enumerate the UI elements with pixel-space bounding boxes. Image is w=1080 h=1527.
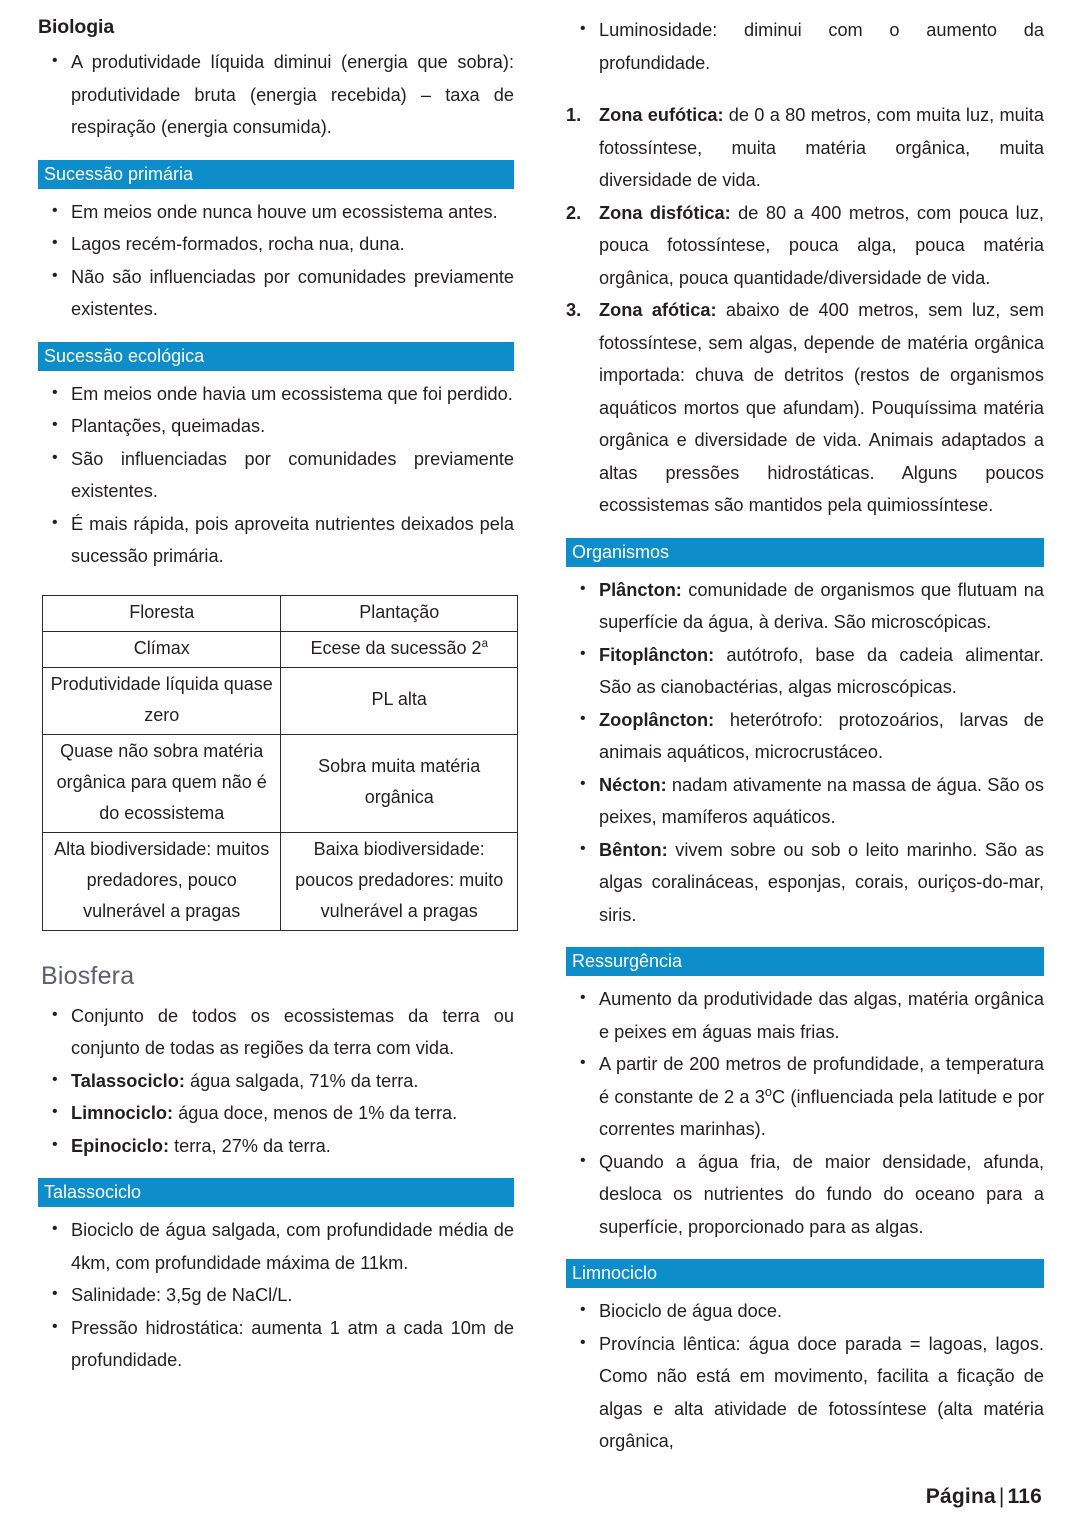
section-header-limnociclo: Limnociclo	[566, 1259, 1044, 1288]
list-item	[38, 1130, 514, 1163]
table-header-cell: Plantação	[281, 595, 518, 631]
list-item: • Não são influenciadas por comunidades previamente existentes.	[38, 261, 514, 326]
list-item-label: Epinociclo:	[71, 1135, 170, 1156]
list-item-text: A partir de 200 metros de profundidade, a temperatura é constante de 2 a 3$^o$C (influenciada pela latitude e por correntes marinhas).	[599, 1054, 1045, 1139]
table-cell: Quase não sobra matéria orgânica para quem não é do ecossistema	[43, 734, 281, 832]
intro-bullet: • A produtividade líquida diminui (energia que sobra): produtividade bruta (energia recebida) – taxa de respiração (energia consumida).	[38, 46, 514, 144]
table-row	[43, 832, 518, 930]
numbered-list-item	[566, 99, 1044, 197]
list-item: • Biociclo de água doce.	[566, 1295, 1044, 1328]
list-item	[566, 834, 1044, 932]
right-column	[566, 14, 1044, 1458]
list-item-label: Zona disfótica:	[599, 202, 731, 223]
list-item-text: abaixo de 400 metros, sem luz, sem fotossíntese, sem algas, depende de matéria orgânica importada: chuva de detritos (restos de organismos aquáticos mortos que afundam). Pouquíssima matéria orgânica e diversidade de vida. Animais adaptados a altas pressões hidrostáticas. Alguns poucos ecossistemas são mantidos pela quimiossíntese.	[599, 300, 1044, 515]
list-item	[566, 769, 1044, 834]
list-item-label: Limnociclo:	[71, 1103, 174, 1124]
list-item	[566, 639, 1044, 704]
page-footer-number: 116	[1007, 1485, 1042, 1508]
comparison-table	[42, 595, 518, 931]
numbered-list-item	[566, 294, 1044, 522]
section-header-talassociclo: Talassociclo	[38, 1178, 514, 1207]
table-cell: Alta biodiversidade: muitos predadores, pouco vulnerável a pragas	[43, 832, 281, 930]
list-item-text: autótrofo, base da cadeia alimentar. São as cianobactérias, algas microscópicas.	[599, 644, 1044, 697]
list-item: • Quando a água fria, de maior densidade, afunda, desloca os nutrientes do fundo do oceano para a superfície, proporcionado para as algas.	[566, 1146, 1044, 1244]
list-item	[566, 704, 1044, 769]
two-column-layout	[38, 14, 1045, 1458]
spacer	[566, 79, 1044, 99]
table-header-row	[43, 595, 518, 631]
table-row	[43, 667, 518, 734]
list-item-label: Plâncton:	[599, 579, 682, 600]
list-item: • Biociclo de água salgada, com profundidade média de 4km, com profundidade máxima de 11km.	[38, 1214, 514, 1279]
section-header-organismos: Organismos	[566, 538, 1044, 567]
section-header-sucessao-ecologica: Sucessão ecológica	[38, 342, 514, 371]
list-item-label: Zooplâncton:	[599, 709, 715, 730]
table-row	[43, 631, 518, 667]
table-header-cell: Floresta	[43, 595, 281, 631]
list-item-label: Talassociclo:	[71, 1070, 185, 1091]
list-item	[566, 1048, 1044, 1146]
list-item-text: nadam ativamente na massa de água. São os peixes, mamíferos aquáticos.	[599, 774, 1044, 827]
list-number: 3.	[566, 300, 582, 320]
list-item-label: Zona eufótica:	[599, 105, 724, 125]
section-header-sucessao-primaria: Sucessão primária	[38, 160, 514, 189]
list-item-text: heterótrofo: protozoários, larvas de animais aquáticos, microcrustáceo.	[599, 709, 1044, 762]
page-footer	[926, 1485, 1042, 1509]
list-item-label: Bênton:	[599, 839, 668, 860]
table-cell	[281, 631, 518, 667]
table-cell-text: Ecese da sucessão 2$^a$	[310, 637, 488, 658]
list-item	[38, 1065, 514, 1098]
list-item-text: água doce, menos de 1% da terra.	[178, 1103, 458, 1124]
table-cell: Baixa biodiversidade: poucos predadores: muito vulnerável a pragas	[281, 832, 518, 930]
list-item-text: água salgada, 71% da terra.	[189, 1070, 419, 1091]
section-header-ressurgencia: Ressurgência	[566, 947, 1044, 976]
list-item: • Pressão hidrostática: aumenta 1 atm a cada 10m de profundidade.	[38, 1312, 514, 1377]
list-item: • É mais rápida, pois aproveita nutrientes deixados pela sucessão primária.	[38, 508, 514, 573]
page-title: Biologia	[38, 16, 115, 38]
table-cell: Clímax	[43, 631, 281, 667]
list-item-text: comunidade de organismos que flutuam na superfície da água, à deriva. São microscópicas.	[599, 579, 1044, 632]
list-item: • Em meios onde havia um ecossistema que foi perdido.	[38, 378, 514, 411]
page-footer-separator: |	[998, 1485, 1005, 1508]
heading-biosfera: Biosfera	[41, 961, 135, 990]
list-item: • São influenciadas por comunidades previamente existentes.	[38, 443, 514, 508]
left-column	[38, 14, 514, 1377]
list-item: • Lagos recém-formados, rocha nua, duna.	[38, 228, 514, 261]
list-item: • Província lêntica: água doce parada = lagoas, lagos. Como não está em movimento, facilita a ficação de algas e alta atividade de fotossíntese (alta matéria orgânica,	[566, 1328, 1044, 1458]
page-footer-label: Página	[925, 1485, 996, 1508]
table-row	[43, 734, 518, 832]
list-item: • Plantações, queimadas.	[38, 410, 514, 443]
list-item: • Conjunto de todos os ecossistemas da terra ou conjunto de todas as regiões da terra com vida.	[38, 1000, 514, 1065]
list-item: • Salinidade: 3,5g de NaCl/L.	[38, 1279, 514, 1312]
numbered-list-item	[566, 197, 1044, 295]
list-item: • Em meios onde nunca houve um ecossistema antes.	[38, 196, 514, 229]
luminosidade-bullet: • Luminosidade: diminui com o aumento da profundidade.	[566, 14, 1044, 79]
list-item-text: de 0 a 80 metros, com muita luz, muita fotossíntese, muita matéria orgânica, muita diversidade de vida.	[599, 105, 1044, 190]
list-item-text: terra, 27% da terra.	[174, 1135, 331, 1156]
list-item	[38, 1097, 514, 1130]
list-item-label: Fitoplâncton:	[599, 644, 715, 665]
list-item-text: vivem sobre ou sob o leito marinho. São as algas coralináceas, esponjas, corais, ouriços-do-mar, siris.	[599, 839, 1045, 925]
list-number: 1.	[566, 105, 582, 125]
list-item	[566, 574, 1044, 639]
table-cell: Sobra muita matéria orgânica	[281, 734, 518, 832]
list-item-text: de 80 a 400 metros, com pouca luz, pouca fotossíntese, pouca alga, pouca matéria orgânica, pouca quantidade/diversidade de vida.	[599, 202, 1044, 288]
list-item-label: Zona afótica:	[599, 300, 717, 320]
list-item-label: Nécton:	[599, 774, 667, 795]
table-cell: Produtividade líquida quase zero	[43, 667, 281, 734]
list-number: 2.	[566, 202, 582, 223]
table-cell: PL alta	[281, 667, 518, 734]
list-item: • Aumento da produtividade das algas, matéria orgânica e peixes em águas mais frias.	[566, 983, 1044, 1048]
